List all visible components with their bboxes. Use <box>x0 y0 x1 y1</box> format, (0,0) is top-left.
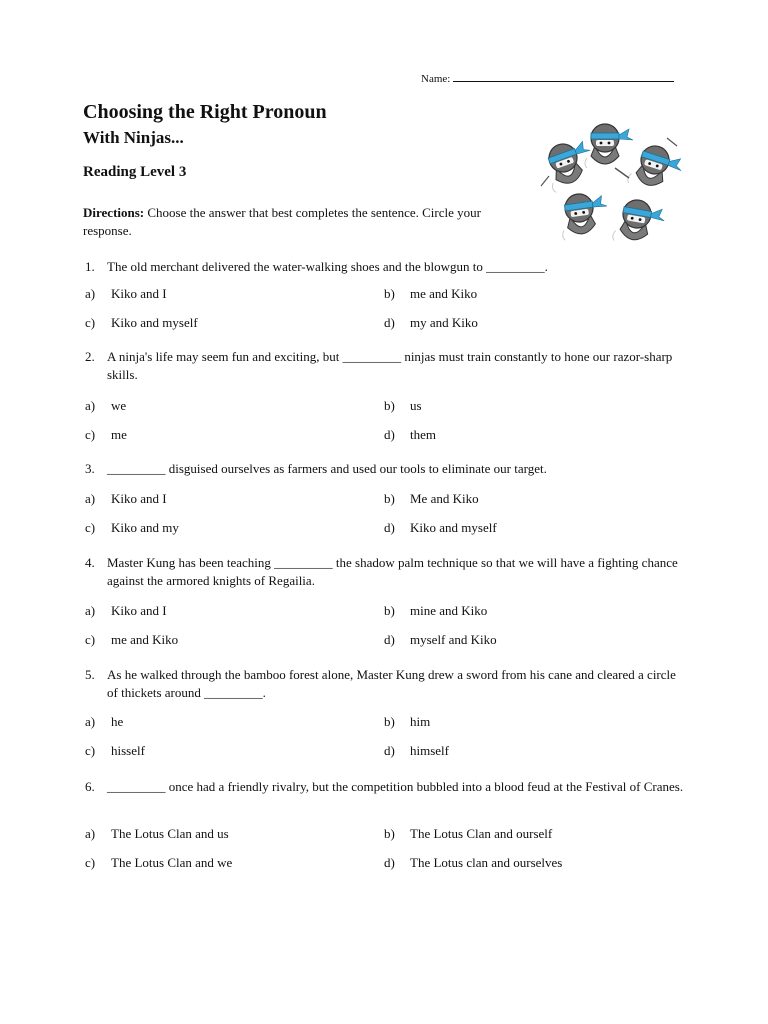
name-label: Name: <box>421 73 451 85</box>
question-text: _________ disguised ourselves as farmers and used our tools to eliminate our target. <box>107 461 547 476</box>
reading-level: Reading Level 3 <box>83 164 187 180</box>
question-2 <box>85 348 685 384</box>
option-a[interactable]: a) Kiko and I <box>85 603 167 618</box>
option-d[interactable]: d) them <box>384 427 436 442</box>
directions-text: Choose the answer that best completes the sentence. Circle your response. <box>83 205 481 238</box>
option-d[interactable]: d) The Lotus clan and ourselves <box>384 855 563 870</box>
option-a[interactable]: a) he <box>85 714 124 729</box>
worksheet-title: Choosing the Right Pronoun <box>83 101 327 123</box>
option-d[interactable]: d) my and Kiko <box>384 315 478 330</box>
option-b[interactable]: b) Me and Kiko <box>384 491 479 506</box>
question-text: As he walked through the bamboo forest alone, Master Kung drew a sword from his cane and cleared a circle of thickets around _________. <box>107 667 676 700</box>
option-d[interactable]: d) myself and Kiko <box>384 632 497 647</box>
option-b[interactable]: b) mine and Kiko <box>384 603 488 618</box>
question-number: 2. <box>85 349 95 364</box>
question-text: A ninja's life may seem fun and exciting, but _________ ninjas must train constantly to hone our razor-sharp skills. <box>107 349 673 382</box>
option-d[interactable]: d) Kiko and myself <box>384 520 497 535</box>
question-number: 3. <box>85 461 95 476</box>
option-a[interactable]: a) The Lotus Clan and us <box>85 826 229 841</box>
directions <box>83 204 513 240</box>
option-b[interactable]: b) The Lotus Clan and ourself <box>384 826 553 841</box>
question-4 <box>85 554 685 590</box>
question-number: 1. <box>85 259 95 274</box>
option-c[interactable]: c) The Lotus Clan and we <box>85 855 233 870</box>
question-number: 5. <box>85 667 95 682</box>
question-1 <box>85 258 685 276</box>
ninja-group-icon <box>537 108 685 248</box>
question-number: 4. <box>85 555 95 570</box>
option-c[interactable]: c) Kiko and my <box>85 520 179 535</box>
question-number: 6. <box>85 779 95 794</box>
question-text: _________ once had a friendly rivalry, but the competition bubbled into a blood feud at the Festival of Cranes. <box>107 779 684 794</box>
question-3 <box>85 460 685 478</box>
option-d[interactable]: d) himself <box>384 743 449 758</box>
option-c[interactable]: c) me and Kiko <box>85 632 179 647</box>
option-a[interactable]: a) we <box>85 398 127 413</box>
option-a[interactable]: a) Kiko and I <box>85 491 167 506</box>
option-c[interactable]: c) hisself <box>85 743 145 758</box>
question-text: Master Kung has been teaching _________ the shadow palm technique so that we will have a fighting chance against the armored knights of Regailia. <box>107 555 678 588</box>
worksheet-subtitle: With Ninjas... <box>83 128 184 147</box>
question-5 <box>85 666 685 702</box>
option-b[interactable]: b) us <box>384 398 422 413</box>
directions-label: Directions: <box>83 205 145 220</box>
question-text: The old merchant delivered the water-walking shoes and the blowgun to _________. <box>107 259 548 274</box>
question-6 <box>85 778 685 796</box>
option-b[interactable]: b) him <box>384 714 431 729</box>
name-blank-line[interactable] <box>453 70 674 82</box>
option-a[interactable]: a) Kiko and I <box>85 286 167 301</box>
option-c[interactable]: c) Kiko and myself <box>85 315 198 330</box>
name-field[interactable] <box>421 70 674 85</box>
option-b[interactable]: b) me and Kiko <box>384 286 478 301</box>
option-c[interactable]: c) me <box>85 427 127 442</box>
